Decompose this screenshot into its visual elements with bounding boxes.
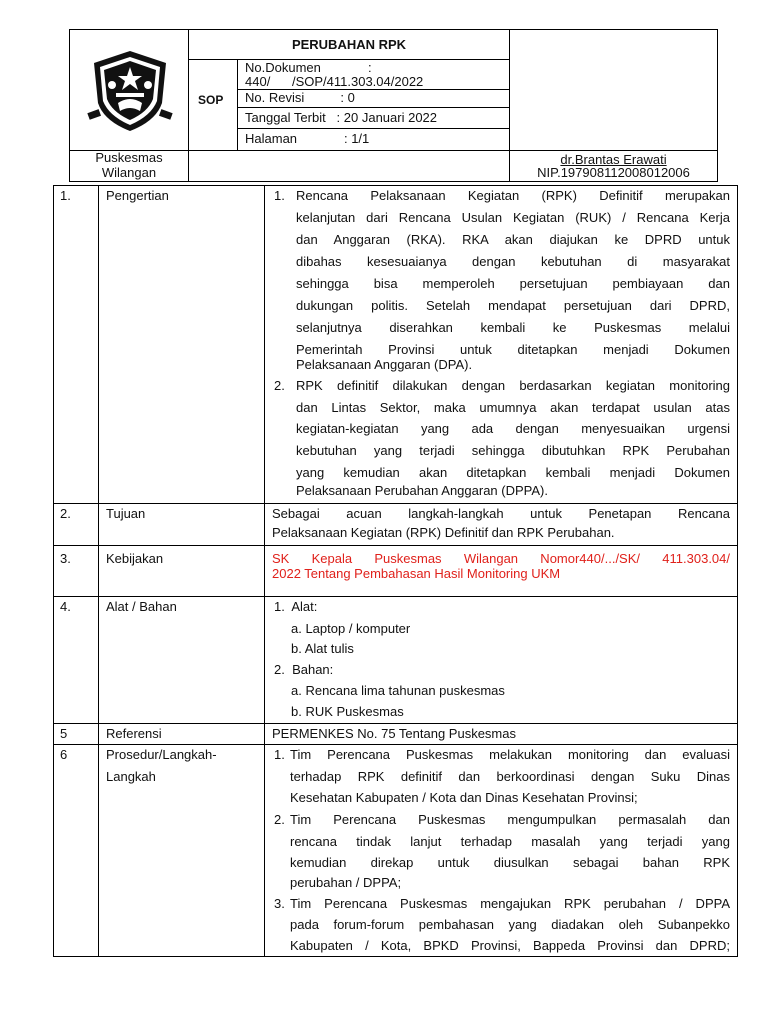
- row4-item2b: b. RUK Puskesmas: [291, 704, 404, 719]
- regency-emblem-logo: [86, 47, 174, 135]
- row6-item3-line2: pada forum-forum pembahasan yang diadakan oleh Subanpekko: [290, 917, 730, 932]
- header-border-top: [69, 29, 718, 30]
- row6-label-line1: Prosedur/Langkah-: [106, 747, 217, 762]
- row5-number: 5: [60, 726, 68, 741]
- row4-item1b: b. Alat tulis: [291, 641, 354, 656]
- row6-item1-line1: Tim Perencana Puskesmas melakukan monitoring dan evaluasi: [290, 747, 730, 762]
- row2-line1: Sebagai acuan langkah-langkah untuk Penetapan Rencana: [272, 506, 730, 521]
- table-border-top: [53, 185, 738, 186]
- signer-nip: NIP.197908112008012006: [537, 165, 690, 180]
- row6-item3-line1: Tim Perencana Puskesmas mengajukan RPK perubahan / DPPA: [290, 896, 730, 911]
- no-dokumen-label: No.Dokumen: [245, 60, 321, 75]
- header-border-bottom: [69, 181, 718, 182]
- header-line-revisi: [237, 107, 510, 108]
- row2-label: Tujuan: [106, 506, 146, 521]
- header-border-right: [717, 29, 718, 182]
- header-divider-sop: [237, 59, 238, 151]
- row1-item2-line4: kebutuhan yang terjadi sehingga dibutuhkan RPK Perubahan: [296, 443, 730, 458]
- table-border-right: [737, 185, 738, 957]
- row2-line2: Pelaksanaan Kegiatan (RPK) Definitif dan RPK Perubahan.: [272, 525, 615, 540]
- no-dokumen-value: 440/ /SOP/411.303.04/2022: [245, 74, 424, 89]
- row1-item2-line1: RPK definitif dilakukan dengan berdasarkan kegiatan monitoring: [296, 378, 730, 393]
- row4-item1a: a. Laptop / komputer: [291, 621, 411, 636]
- row4-item2a: a. Rencana lima tahunan puskesmas: [291, 683, 505, 698]
- table-row-divider-1: [53, 503, 738, 504]
- row1-item2-line2: dan Lintas Sektor, maka umumnya akan terdapat usulan atas: [296, 400, 730, 415]
- table-col-divider-no: [98, 185, 99, 957]
- row5-text: PERMENKES No. 75 Tentang Puskesmas: [272, 726, 516, 741]
- row3-number: 3.: [60, 551, 71, 566]
- row4-number: 4.: [60, 599, 71, 614]
- table-border-bottom: [53, 956, 738, 957]
- tanggal-terbit: Tanggal Terbit : 20 Januari 2022: [245, 110, 438, 125]
- table-row-divider-2: [53, 545, 738, 546]
- row6-item2-line3: kemudian direkap untuk diusulkan sebagai bahan RPK: [290, 855, 730, 870]
- row6-item2-line4: perubahan / DPPA;: [290, 875, 402, 890]
- no-revisi: No. Revisi : 0: [245, 90, 355, 105]
- row6-item3-number: 3.: [274, 896, 285, 911]
- row2-number: 2.: [60, 506, 71, 521]
- row1-item1-line3: dan Anggaran (RKA). RKA akan diajukan ke DPRD untuk: [296, 232, 730, 247]
- row1-item2-line3: kegiatan-kegiatan yang ada dengan menyesuaikan urgensi: [296, 421, 730, 436]
- org-name-line2: Wilangan: [101, 165, 157, 180]
- row1-item2-line6: Pelaksanaan Perubahan Anggaran (DPPA).: [296, 483, 548, 498]
- table-row-divider-3: [53, 596, 738, 597]
- row6-label-line2: Langkah: [106, 769, 156, 784]
- row6-item2-line1: Tim Perencana Puskesmas mengumpulkan permasalah dan: [290, 812, 730, 827]
- row6-item1-line3: Kesehatan Kabupaten / Kota dan Dinas Kesehatan Provinsi;: [290, 790, 638, 805]
- row5-label: Referensi: [106, 726, 162, 741]
- row1-item1-line5: sehingga bisa memperoleh persetujuan pembiayaan dan: [296, 276, 730, 291]
- row1-item1-number: 1.: [274, 188, 285, 203]
- header-line-title: [188, 59, 510, 60]
- table-row-divider-5: [53, 744, 738, 745]
- row6-number: 6: [60, 747, 68, 762]
- row4-label: Alat / Bahan: [106, 599, 177, 614]
- row6-item3-line3: Kabupaten / Kota, BPKD Provinsi, Bappeda Provinsi dan DPRD;: [290, 938, 730, 953]
- document-title: PERUBAHAN RPK: [291, 37, 407, 52]
- sop-label: SOP: [198, 93, 224, 107]
- table-row-divider-4: [53, 723, 738, 724]
- row1-number: 1.: [60, 188, 71, 203]
- org-name-line1: Puskesmas: [95, 150, 163, 165]
- row1-item2-number: 2.: [274, 378, 285, 393]
- row3-line2: 2022 Tentang Pembahasan Hasil Monitoring UKM: [272, 566, 561, 581]
- row1-item1-line4: dibahas kesesuaianya dengan kebutuhan di masyarakat: [296, 254, 730, 269]
- row4-item1: 1. Alat:: [274, 599, 318, 614]
- row6-item1-line2: terhadap RPK definitif dan berkoordinasi dengan Suku Dinas: [290, 769, 730, 784]
- row1-item1-line9: Pelaksanaan Anggaran (DPA).: [296, 357, 473, 372]
- row1-label: Pengertian: [106, 188, 169, 203]
- header-line-tanggal: [237, 128, 510, 129]
- row3-label: Kebijakan: [106, 551, 164, 566]
- table-border-left: [53, 185, 54, 957]
- signer-name: dr.Brantas Erawati: [560, 152, 667, 167]
- row1-item2-line5: yang kemudian akan ditetapkan kembali menjadi Dokumen: [296, 465, 730, 480]
- table-col-divider-label: [264, 185, 265, 957]
- row3-line1: SK Kepala Puskesmas Wilangan Nomor440/.../SK/ 411.303.04/: [272, 551, 730, 566]
- row6-item2-number: 2.: [274, 812, 285, 827]
- row1-item1-line1: Rencana Pelaksanaan Kegiatan (RPK) Definitif merupakan: [296, 188, 730, 203]
- row6-item2-line2: rencana tindak lanjut terhadap masalah yang terjadi yang: [290, 834, 730, 849]
- row1-item1-line7: selanjutnya diserahkan kembali ke Puskesmas melalui: [296, 320, 730, 335]
- row1-item1-line2: kelanjutan dari Rencana Usulan Kegiatan (RUK) / Rencana Kerja: [296, 210, 730, 225]
- halaman: Halaman : 1/1: [245, 131, 370, 146]
- row1-item1-line8: Pemerintah Provinsi untuk ditetapkan menjadi Dokumen: [296, 342, 730, 357]
- no-dokumen-colon: :: [368, 60, 372, 75]
- row6-item1-number: 1.: [274, 747, 285, 762]
- row4-item2: 2. Bahan:: [274, 662, 334, 677]
- row1-item1-line6: dukungan politis. Setelah mendapat persetujuan dari DPRD,: [296, 298, 730, 313]
